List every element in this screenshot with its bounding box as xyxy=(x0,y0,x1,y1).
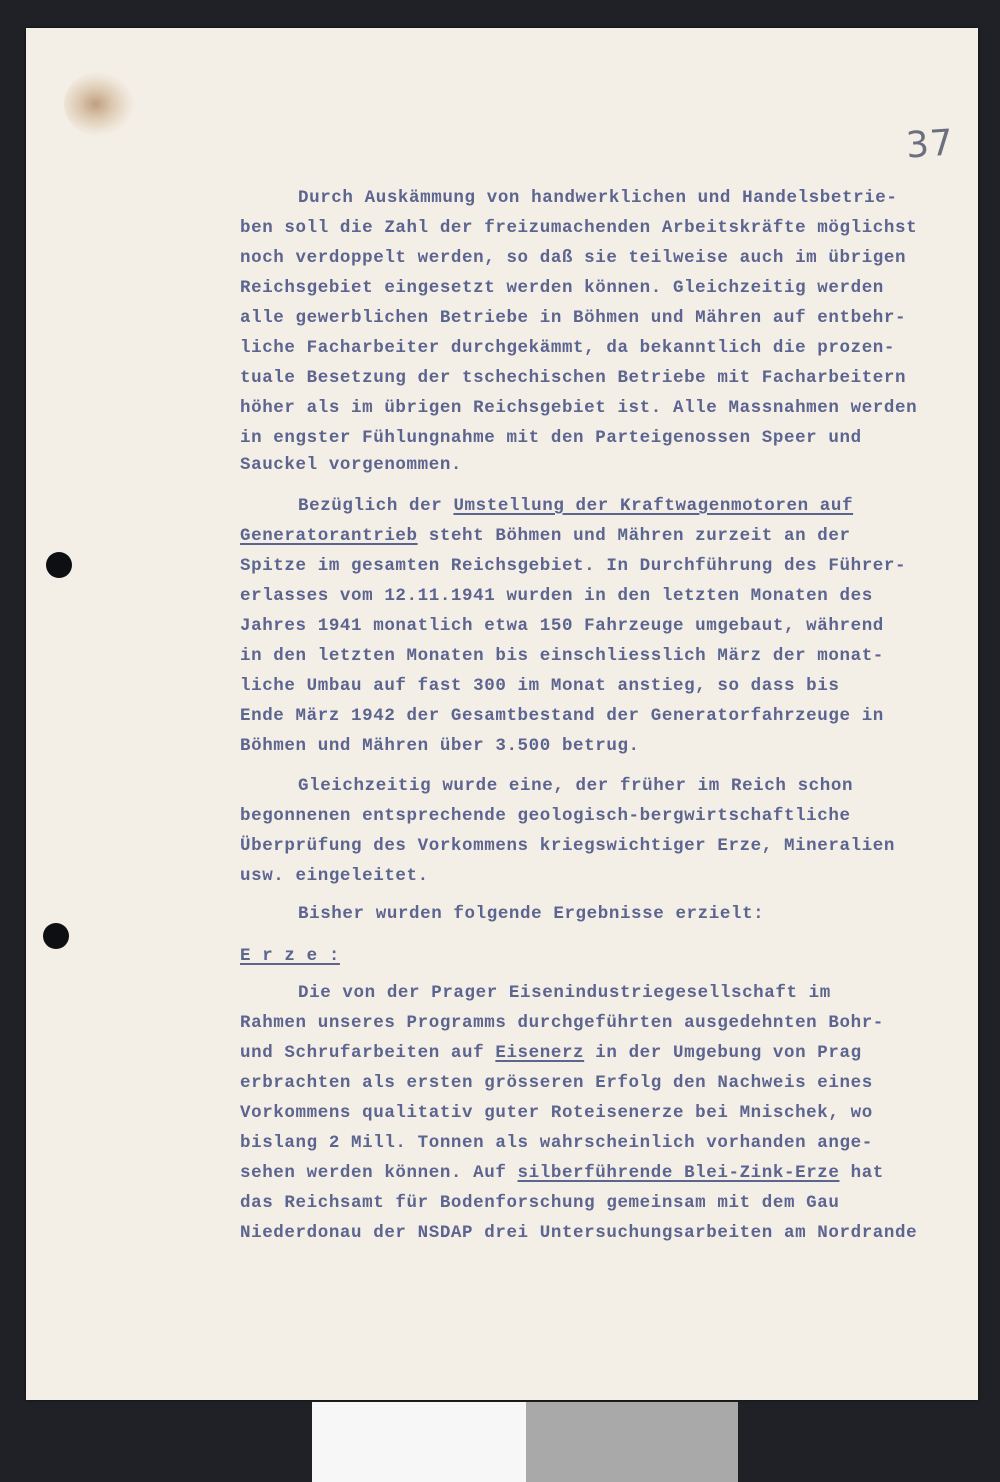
punch-hole-bottom xyxy=(43,923,69,949)
text-line: Sauckel vorgenommen. xyxy=(240,455,463,475)
text-line: ben soll die Zahl der freizumachenden Arbeitskräfte möglichst xyxy=(240,218,918,238)
text-line: höher als im übrigen Reichsgebiet ist. Alle Massnahmen werden xyxy=(240,398,918,418)
stain-mark xyxy=(64,72,134,136)
text-line: alle gewerblichen Betriebe in Böhmen und Mähren auf entbehr- xyxy=(240,308,907,328)
text-line: Spitze im gesamten Reichsgebiet. In Durchführung des Führer- xyxy=(240,556,907,576)
text-line xyxy=(240,1162,884,1184)
underlined-phrase: Eisenerz xyxy=(495,1043,585,1063)
text-line: usw. eingeleitet. xyxy=(240,866,429,886)
scan-strip-gray xyxy=(526,1402,738,1482)
scan-strip-white xyxy=(312,1402,526,1482)
text-line: Vorkommens qualitativ guter Roteisenerze bei Mnischek, wo xyxy=(240,1103,873,1123)
underlined-phrase: Umstellung der Kraftwagenmotoren auf xyxy=(453,496,854,516)
text-line: Durch Auskämmung von handwerklichen und Handelsbetrie- xyxy=(298,188,898,208)
text-line: Überprüfung des Vorkommens kriegswichtiger Erze, Mineralien xyxy=(240,836,896,856)
page-number: 37 xyxy=(904,122,956,167)
text-line xyxy=(240,525,851,547)
text-line: erbrachten als ersten grösseren Erfolg den Nachweis eines xyxy=(240,1073,873,1093)
text-line: in den letzten Monaten bis einschliesslich März der monat- xyxy=(240,646,884,666)
text-line: Reichsgebiet eingesetzt werden können. Gleichzeitig werden xyxy=(240,278,884,298)
text-segment: sehen werden können. Auf xyxy=(240,1163,518,1183)
text-line: in engster Fühlungnahme mit den Parteigenossen Speer und xyxy=(240,428,862,448)
text-segment: und Schrufarbeiten auf xyxy=(240,1043,496,1063)
text-segment: hat xyxy=(839,1163,884,1183)
underlined-phrase: silberführende Blei-Zink-Erze xyxy=(517,1163,840,1183)
text-line: das Reichsamt für Bodenforschung gemeinsam mit dem Gau xyxy=(240,1193,840,1213)
punch-hole-top xyxy=(46,552,72,578)
text-line: Gleichzeitig wurde eine, der früher im Reich schon xyxy=(298,776,854,796)
text-line: tuale Besetzung der tschechischen Betriebe mit Facharbeitern xyxy=(240,368,907,388)
text-line: Die von der Prager Eisenindustriegesellschaft im xyxy=(298,983,831,1003)
text-line: Bisher wurden folgende Ergebnisse erzielt: xyxy=(298,904,765,924)
text-line xyxy=(240,1042,862,1064)
text-line: liche Facharbeiter durchgekämmt, da bekanntlich die prozen- xyxy=(240,338,896,358)
text-line: begonnenen entsprechende geologisch-bergwirtschaftliche xyxy=(240,806,851,826)
text-line: liche Umbau auf fast 300 im Monat anstieg, so dass bis xyxy=(240,676,840,696)
text-segment: in der Umgebung von Prag xyxy=(584,1043,862,1063)
text-segment: steht Böhmen und Mähren zurzeit an der xyxy=(417,526,851,546)
text-line: Jahres 1941 monatlich etwa 150 Fahrzeuge umgebaut, während xyxy=(240,616,884,636)
text-line: Rahmen unseres Programms durchgeführten ausgedehnten Bohr- xyxy=(240,1013,884,1033)
text-line: bislang 2 Mill. Tonnen als wahrscheinlich vorhanden ange- xyxy=(240,1133,873,1153)
text-segment: Bezüglich der xyxy=(298,496,454,516)
text-line xyxy=(298,495,853,517)
underlined-phrase: Generatorantrieb xyxy=(240,526,418,546)
text-line: Böhmen und Mähren über 3.500 betrug. xyxy=(240,736,640,756)
text-line: Niederdonau der NSDAP drei Untersuchungsarbeiten am Nordrande xyxy=(240,1223,918,1243)
underlined-phrase: E r z e : xyxy=(240,946,340,966)
text-line: noch verdoppelt werden, so daß sie teilweise auch im übrigen xyxy=(240,248,907,268)
text-line xyxy=(240,945,340,967)
text-line: Ende März 1942 der Gesamtbestand der Generatorfahrzeuge in xyxy=(240,706,884,726)
text-line: erlasses vom 12.11.1941 wurden in den letzten Monaten des xyxy=(240,586,873,606)
